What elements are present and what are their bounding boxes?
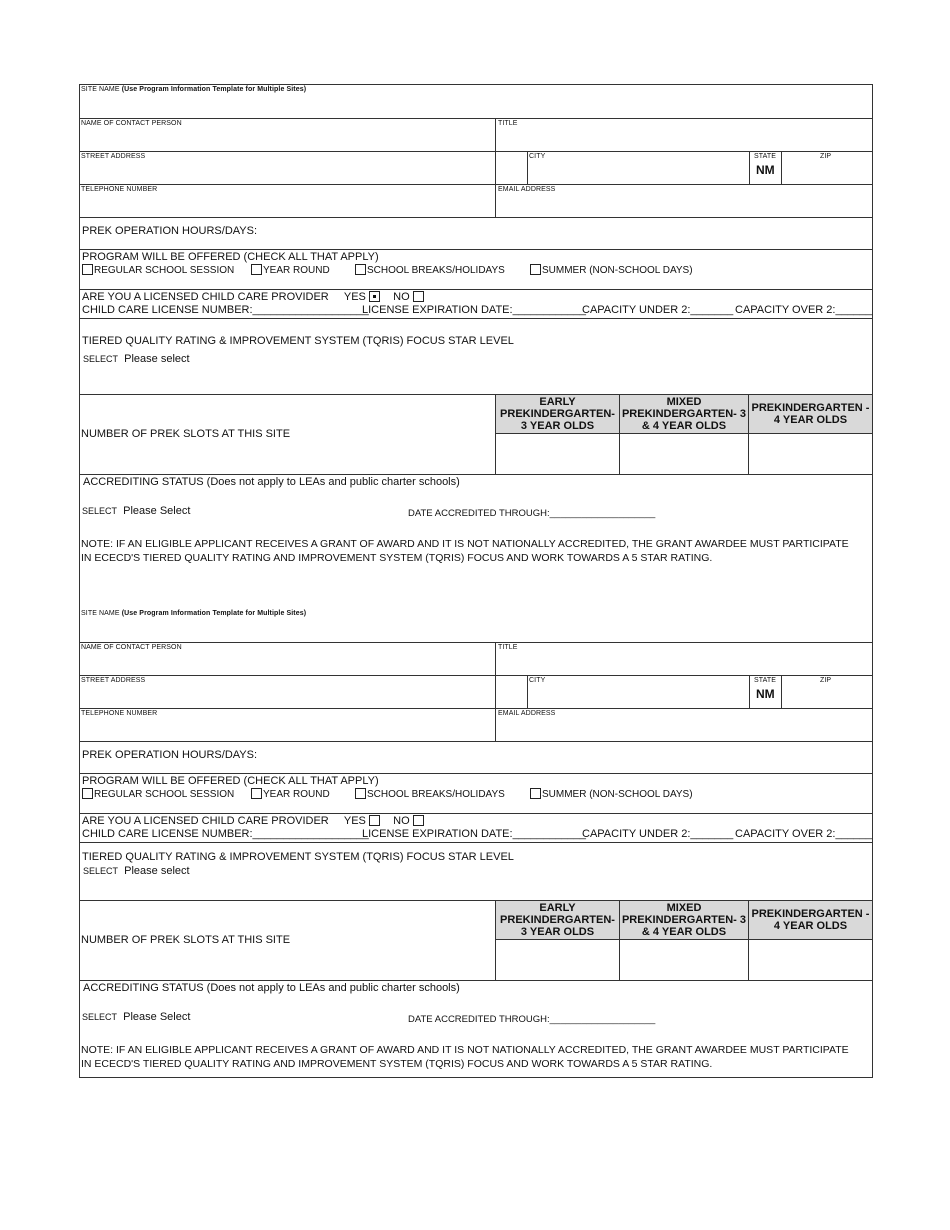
accred-select[interactable] [82, 505, 190, 517]
site-name-row[interactable] [80, 85, 872, 119]
address-row [80, 676, 872, 709]
select-value: Please Select [123, 505, 191, 517]
select-label: SELECT [83, 866, 119, 876]
capacity-under-field[interactable]: CAPACITY UNDER 2:_______ [582, 304, 734, 316]
yes-checkbox[interactable] [369, 815, 380, 826]
divider [527, 676, 528, 708]
divider [781, 676, 782, 708]
slot-input-prek4[interactable] [749, 940, 872, 980]
licensed-label: ARE YOU A LICENSED CHILD CARE PROVIDER [82, 815, 329, 827]
zip-label: ZIP [820, 677, 832, 684]
option-label: REGULAR SCHOOL SESSION [94, 789, 235, 800]
program-row [80, 774, 872, 814]
license-row [80, 290, 872, 319]
option-year-round[interactable] [251, 264, 330, 276]
phone-label: TELEPHONE NUMBER [81, 186, 158, 193]
option-summer[interactable] [530, 264, 693, 276]
divider [495, 119, 496, 151]
yes-checkbox[interactable] [369, 291, 380, 302]
tqris-select[interactable] [83, 865, 190, 877]
option-label: YEAR ROUND [263, 265, 330, 276]
tqris-label: TIERED QUALITY RATING & IMPROVEMENT SYSTEM (TQRIS) FOCUS STAR LEVEL [82, 335, 514, 347]
option-label: YEAR ROUND [263, 789, 330, 800]
option-breaks[interactable] [355, 264, 505, 276]
slots-row [80, 901, 872, 981]
phone-row [80, 185, 872, 218]
email-label: EMAIL ADDRESS [498, 186, 556, 193]
checkbox-icon[interactable] [530, 788, 541, 799]
address-row [80, 152, 872, 185]
option-regular[interactable] [82, 788, 234, 800]
checkbox-icon[interactable] [82, 264, 93, 275]
slot-input-mixed[interactable] [620, 940, 748, 980]
slot-input-prek4[interactable] [749, 434, 872, 474]
hours-row[interactable] [80, 742, 872, 774]
accred-label: ACCREDITING STATUS (Does not apply to LEAs and public charter schools) [83, 476, 460, 488]
license-row [80, 814, 872, 843]
select-value: Please select [124, 353, 190, 365]
license-number-field[interactable]: CHILD CARE LICENSE NUMBER:___________________ [82, 828, 369, 840]
program-row [80, 250, 872, 290]
select-value: Please select [124, 865, 190, 877]
option-label: SCHOOL BREAKS/HOLIDAYS [367, 265, 505, 276]
no-label: NO [393, 291, 410, 303]
slots-row [80, 395, 872, 475]
option-regular[interactable] [82, 264, 234, 276]
select-value: Please Select [123, 1011, 191, 1023]
option-label: SUMMER (NON-SCHOOL DAYS) [542, 265, 693, 276]
contact-row [80, 119, 872, 152]
capacity-over-field[interactable]: CAPACITY OVER 2:______ [735, 304, 873, 316]
site-name-label: SITE NAME [81, 610, 120, 617]
checkbox-icon[interactable] [251, 788, 262, 799]
slot-header-prek4: PREKINDERGARTEN - 4 YEAR OLDS [749, 901, 872, 940]
program-label: PROGRAM WILL BE OFFERED (CHECK ALL THAT APPLY) [82, 775, 379, 787]
program-information-form [79, 84, 873, 1078]
site-section-2 [80, 609, 872, 1077]
accred-date-field[interactable]: DATE ACCREDITED THROUGH:____________________ [408, 1014, 656, 1025]
yes-label: YES [343, 291, 366, 303]
divider [749, 152, 750, 184]
title-label: TITLE [498, 120, 518, 127]
site-name-hint: (Use Program Information Template for Multiple Sites) [121, 610, 307, 617]
option-summer[interactable] [530, 788, 693, 800]
checkbox-icon[interactable] [355, 788, 366, 799]
title-label: TITLE [498, 644, 518, 651]
slot-header-prek4: PREKINDERGARTEN - 4 YEAR OLDS [749, 395, 872, 434]
accreditation-row [80, 475, 872, 571]
accred-select[interactable] [82, 1011, 190, 1023]
state-value: NM [756, 163, 775, 177]
contact-row [80, 643, 872, 676]
slot-header-mixed: MIXED PREKINDERGARTEN- 3 & 4 YEAR OLDS [621, 902, 747, 938]
state-label: STATE [754, 153, 777, 160]
option-label: REGULAR SCHOOL SESSION [94, 265, 235, 276]
contact-label: NAME OF CONTACT PERSON [81, 644, 182, 651]
license-number-field[interactable]: CHILD CARE LICENSE NUMBER:___________________ [82, 304, 369, 316]
slots-label: NUMBER OF PREK SLOTS AT THIS SITE [81, 428, 291, 440]
hours-label: PREK OPERATION HOURS/DAYS: [82, 225, 258, 237]
phone-row [80, 709, 872, 742]
section-gap [80, 571, 872, 609]
no-checkbox[interactable] [413, 815, 424, 826]
hours-row[interactable] [80, 218, 872, 250]
select-label: SELECT [82, 506, 118, 516]
program-label: PROGRAM WILL BE OFFERED (CHECK ALL THAT APPLY) [82, 251, 379, 263]
slot-header-mixed: MIXED PREKINDERGARTEN- 3 & 4 YEAR OLDS [621, 396, 747, 432]
note-text: NOTE: IF AN ELIGIBLE APPLICANT RECEIVES A GRANT OF AWARD AND IT IS NOT NATIONALLY ACCREDITED, THE GRANT AWARDEE MUST PARTICIPATE IN ECECD'S TIERED QUALITY RATING AND IMPROVEMENT SYSTEM (TQRIS) FOCUS AND WORK TOWARDS A 5 STAR RATING. [81, 538, 849, 564]
zip-label: ZIP [820, 153, 832, 160]
no-label: NO [393, 815, 410, 827]
divider [495, 185, 496, 217]
licensed-label: ARE YOU A LICENSED CHILD CARE PROVIDER [82, 291, 329, 303]
hours-label: PREK OPERATION HOURS/DAYS: [82, 749, 258, 761]
street-label: STREET ADDRESS [81, 677, 146, 684]
option-year-round[interactable] [251, 788, 330, 800]
street-label: STREET ADDRESS [81, 153, 146, 160]
divider [495, 152, 496, 184]
checkbox-icon[interactable] [355, 264, 366, 275]
slot-input-early[interactable] [496, 940, 619, 980]
license-expiration-field[interactable]: LICENSE EXPIRATION DATE:____________ [362, 304, 586, 316]
yes-label: YES [343, 815, 366, 827]
option-label: SCHOOL BREAKS/HOLIDAYS [367, 789, 505, 800]
checkbox-icon[interactable] [251, 264, 262, 275]
checkbox-icon[interactable] [530, 264, 541, 275]
capacity-over-field[interactable]: CAPACITY OVER 2:______ [735, 828, 873, 840]
option-label: SUMMER (NON-SCHOOL DAYS) [542, 789, 693, 800]
phone-label: TELEPHONE NUMBER [81, 710, 158, 717]
email-label: EMAIL ADDRESS [498, 710, 556, 717]
tqris-select[interactable] [83, 353, 190, 365]
contact-label: NAME OF CONTACT PERSON [81, 120, 182, 127]
state-label: STATE [754, 677, 777, 684]
no-checkbox[interactable] [413, 291, 424, 302]
note-text: NOTE: IF AN ELIGIBLE APPLICANT RECEIVES A GRANT OF AWARD AND IT IS NOT NATIONALLY ACCREDITED, THE GRANT AWARDEE MUST PARTICIPATE IN ECECD'S TIERED QUALITY RATING AND IMPROVEMENT SYSTEM (TQRIS) FOCUS AND WORK TOWARDS A 5 STAR RATING. [81, 1044, 849, 1070]
divider [781, 152, 782, 184]
accred-date-field[interactable]: DATE ACCREDITED THROUGH:____________________ [408, 508, 656, 519]
license-expiration-field[interactable]: LICENSE EXPIRATION DATE:____________ [362, 828, 586, 840]
slot-input-early[interactable] [496, 434, 619, 474]
option-breaks[interactable] [355, 788, 505, 800]
site-name-row[interactable] [80, 609, 872, 643]
tqris-row [80, 319, 872, 395]
slots-label: NUMBER OF PREK SLOTS AT THIS SITE [81, 934, 291, 946]
divider [495, 676, 496, 708]
divider [495, 709, 496, 741]
tqris-label: TIERED QUALITY RATING & IMPROVEMENT SYSTEM (TQRIS) FOCUS STAR LEVEL [82, 851, 514, 863]
city-label: CITY [529, 153, 546, 160]
site-name-hint: (Use Program Information Template for Multiple Sites) [121, 86, 307, 93]
city-label: CITY [529, 677, 546, 684]
checkbox-icon[interactable] [82, 788, 93, 799]
divider [749, 676, 750, 708]
site-name-label: SITE NAME [81, 86, 120, 93]
select-label: SELECT [82, 1012, 118, 1022]
tqris-row [80, 843, 872, 901]
site-section-1 [80, 85, 872, 609]
state-value: NM [756, 687, 775, 701]
divider [527, 152, 528, 184]
capacity-under-field[interactable]: CAPACITY UNDER 2:_______ [582, 828, 734, 840]
slot-input-mixed[interactable] [620, 434, 748, 474]
accreditation-row [80, 981, 872, 1077]
divider [495, 643, 496, 675]
slot-header-early: EARLY PREKINDERGARTEN- 3 YEAR OLDS [496, 901, 619, 940]
accred-label: ACCREDITING STATUS (Does not apply to LEAs and public charter schools) [83, 982, 460, 994]
select-label: SELECT [83, 354, 119, 364]
slot-header-early: EARLY PREKINDERGARTEN- 3 YEAR OLDS [496, 395, 619, 434]
